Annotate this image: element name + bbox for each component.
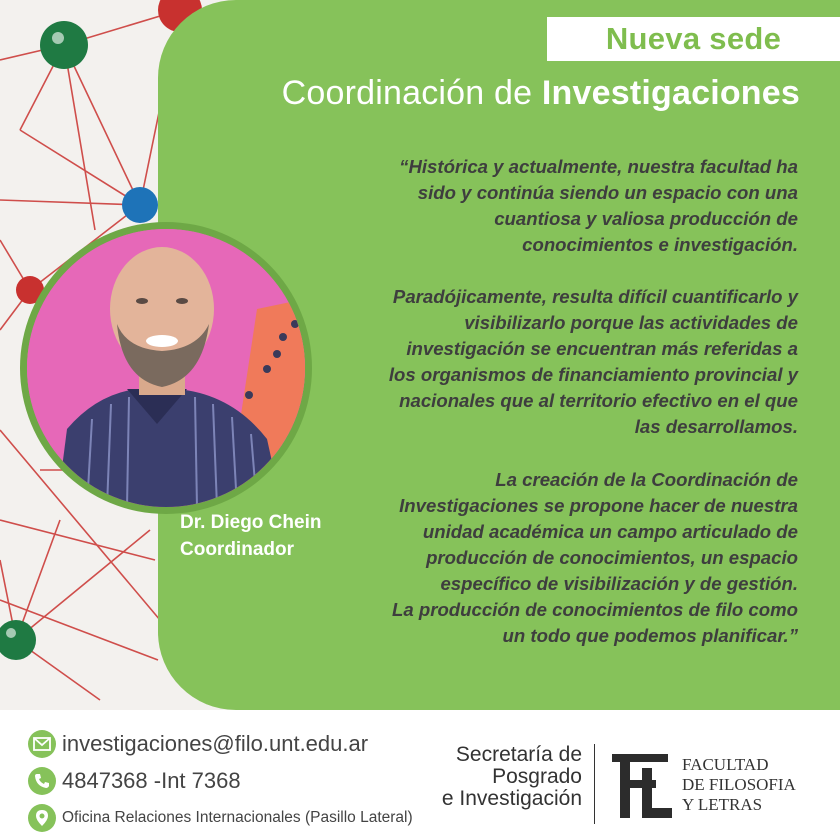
quote-line: producción de conocimientos, un espacio — [426, 547, 798, 568]
footer-divider — [594, 744, 595, 824]
green-pin — [0, 620, 36, 660]
title-bold: Investigaciones — [541, 74, 800, 112]
quote-line: cuantiosa y valiosa producción de — [494, 208, 798, 229]
quote-line: visibilizarlo porque las actividades de — [464, 312, 798, 333]
quote-line: La creación de la Coordinación de — [495, 469, 798, 490]
quote-line: unidad académica un campo articulado de — [422, 521, 798, 542]
faculty-line: DE FILOSOFIA — [682, 775, 796, 794]
green-pin — [40, 21, 88, 69]
person-illustration — [27, 229, 305, 507]
phone-text[interactable]: 4847368 -Int 7368 — [62, 768, 241, 793]
quote-line: nacionales que al territorio efectivo en el que — [399, 390, 798, 411]
email-text[interactable]: investigaciones@filo.unt.edu.ar — [62, 731, 369, 756]
quote-paragraph-2 — [389, 284, 798, 440]
location-pin-icon — [28, 804, 56, 832]
quote-line: Investigaciones se propone hacer de nuestra — [399, 495, 798, 516]
quote-line: específico de visibilización y de gestión. — [440, 573, 798, 594]
quote-line: Paradójicamente, resulta difícil cuantificarlo y — [392, 286, 798, 307]
contact-email[interactable] — [28, 730, 368, 758]
person-name: Dr. Diego Chein — [180, 512, 322, 533]
page-title — [282, 74, 800, 113]
quote-paragraph-1 — [399, 154, 798, 258]
secretaria-line: Secretaría de — [455, 743, 582, 766]
quote-line: sido y continúa siendo un espacio con una — [417, 182, 798, 203]
contact-office — [28, 804, 413, 832]
contact-phone[interactable] — [28, 767, 241, 795]
faculty-line: Y LETRAS — [682, 795, 763, 814]
secretaria-line: e Investigación — [441, 787, 582, 810]
secretaria-label — [430, 744, 582, 810]
quote-line: “Histórica y actualmente, nuestra facultad ha — [399, 156, 798, 177]
office-text: Oficina Relaciones Internacionales (Pasillo Lateral) — [62, 809, 413, 826]
secretaria-line: Posgrado — [492, 765, 582, 788]
quote-line: los organismos de financiamiento provincial y — [388, 364, 798, 385]
badge-label: Nueva sede — [605, 21, 782, 56]
quote-line: conocimientos e investigación. — [522, 234, 798, 255]
quote-line: investigación se encuentran más referidas a — [406, 338, 798, 359]
portrait-photo — [27, 229, 305, 507]
person-role: Coordinador — [180, 539, 294, 560]
title-light: Coordinación de — [281, 74, 542, 112]
faculty-line: FACULTAD — [682, 755, 769, 774]
envelope-icon — [28, 730, 56, 758]
quote-line: las desarrollamos. — [634, 416, 798, 437]
footer — [0, 710, 840, 840]
quote-paragraph-3 — [392, 467, 798, 649]
blue-pin — [122, 187, 158, 223]
quote-line: La producción de conocimientos de filo como — [391, 599, 798, 620]
faculty-logo-icon — [608, 748, 674, 825]
new-venue-badge — [547, 17, 840, 61]
phone-icon — [28, 767, 56, 795]
quote-line: un todo que podemos planificar.” — [502, 625, 798, 646]
faculty-name — [682, 755, 796, 815]
